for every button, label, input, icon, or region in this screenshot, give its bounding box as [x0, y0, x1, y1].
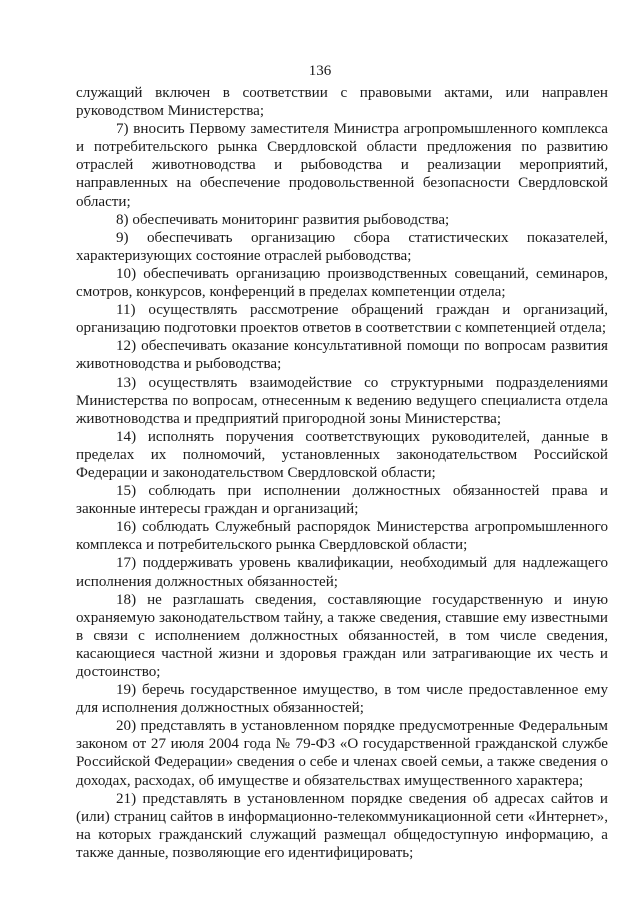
- paragraph-item-18: 18) не разглашать сведения, составляющие государственную и иную охраняемую законодательством тайну, а также сведения, ставшие ему известными в связи с исполнением должностных обязанностей, в том числе сведения, касающиеся частной жизни и здоровья граждан или затрагивающие их честь и достоинство;: [76, 591, 608, 680]
- paragraph-item-14: 14) исполнять поручения соответствующих руководителей, данные в пределах их полномочий, установленных законодательством Российской Федерации и законодательством Свердловской области;: [76, 428, 608, 481]
- paragraph-item-12: 12) обеспечивать оказание консультативной помощи по вопросам развития животноводства и рыбоводства;: [76, 338, 608, 373]
- paragraph-item-10: 10) обеспечивать организацию производственных совещаний, семинаров, смотров, конкурсов, конференций в пределах компетенции отдела;: [76, 265, 608, 301]
- page-number: 136: [308, 63, 332, 79]
- paragraph-item-8: 8) обеспечивать мониторинг развития рыбоводства;: [116, 211, 450, 228]
- paragraph-item-21: 21) представлять в установленном порядке сведения об адресах сайтов и (или) страниц сайтов в информационно-телекоммуникационной сети «Интернет», на которых гражданский служащий размещал общедоступную информацию, а также данные, позволяющие его идентифицировать;: [76, 790, 608, 861]
- paragraph-item-13: 13) осуществлять взаимодействие со структурными подразделениями Министерства по вопросам, отнесенным к ведению ведущего специалиста отдела животноводства и предприятий пригородной зоны Министерства;: [76, 374, 608, 427]
- document-body: [76, 84, 608, 862]
- paragraph-item-19: 19) беречь государственное имущество, в том числе предоставленное ему для исполнения должностных обязанностей;: [76, 682, 608, 717]
- paragraph-item-20: 20) представлять в установленном порядке предусмотренные Федеральным законом от 27 июля 2004 года № 79-ФЗ «О государственной гражданской службе Российской Федерации» сведения о себе и членах своей семьи, а также сведения о доходах, расходах, об имуществе и обязательствах имущественного характера;: [76, 718, 608, 789]
- paragraph-item-11: 11) осуществлять рассмотрение обращений граждан и организаций, организацию подготовки проектов ответов в соответствии с компетенцией отдела;: [76, 302, 608, 337]
- paragraph-item-15: 15) соблюдать при исполнении должностных обязанностей права и законные интересы граждан и организаций;: [76, 483, 608, 518]
- paragraph-item-7: 7) вносить Первому заместителя Министра агропромышленного комплекса и потребительского рынка Свердловской области предложения по развитию отраслей животноводства и рыбоводства и реализации мероприятий, направленных на обеспечение продовольственной безопасности Свердловской области;: [76, 121, 608, 210]
- paragraph-continuation: служащий включен в соответствии с правовыми актами, или направлен руководством Министерства;: [76, 85, 608, 120]
- paragraph-item-9: 9) обеспечивать организацию сбора статистических показателей, характеризующих состояние отраслей рыбоводства;: [76, 229, 608, 264]
- paragraph-item-17: 17) поддерживать уровень квалификации, необходимый для надлежащего исполнения должностных обязанностей;: [76, 555, 608, 590]
- paragraph-item-16: 16) соблюдать Служебный распорядок Министерства агропромышленного комплекса и потребительского рынка Свердловской области;: [76, 519, 608, 554]
